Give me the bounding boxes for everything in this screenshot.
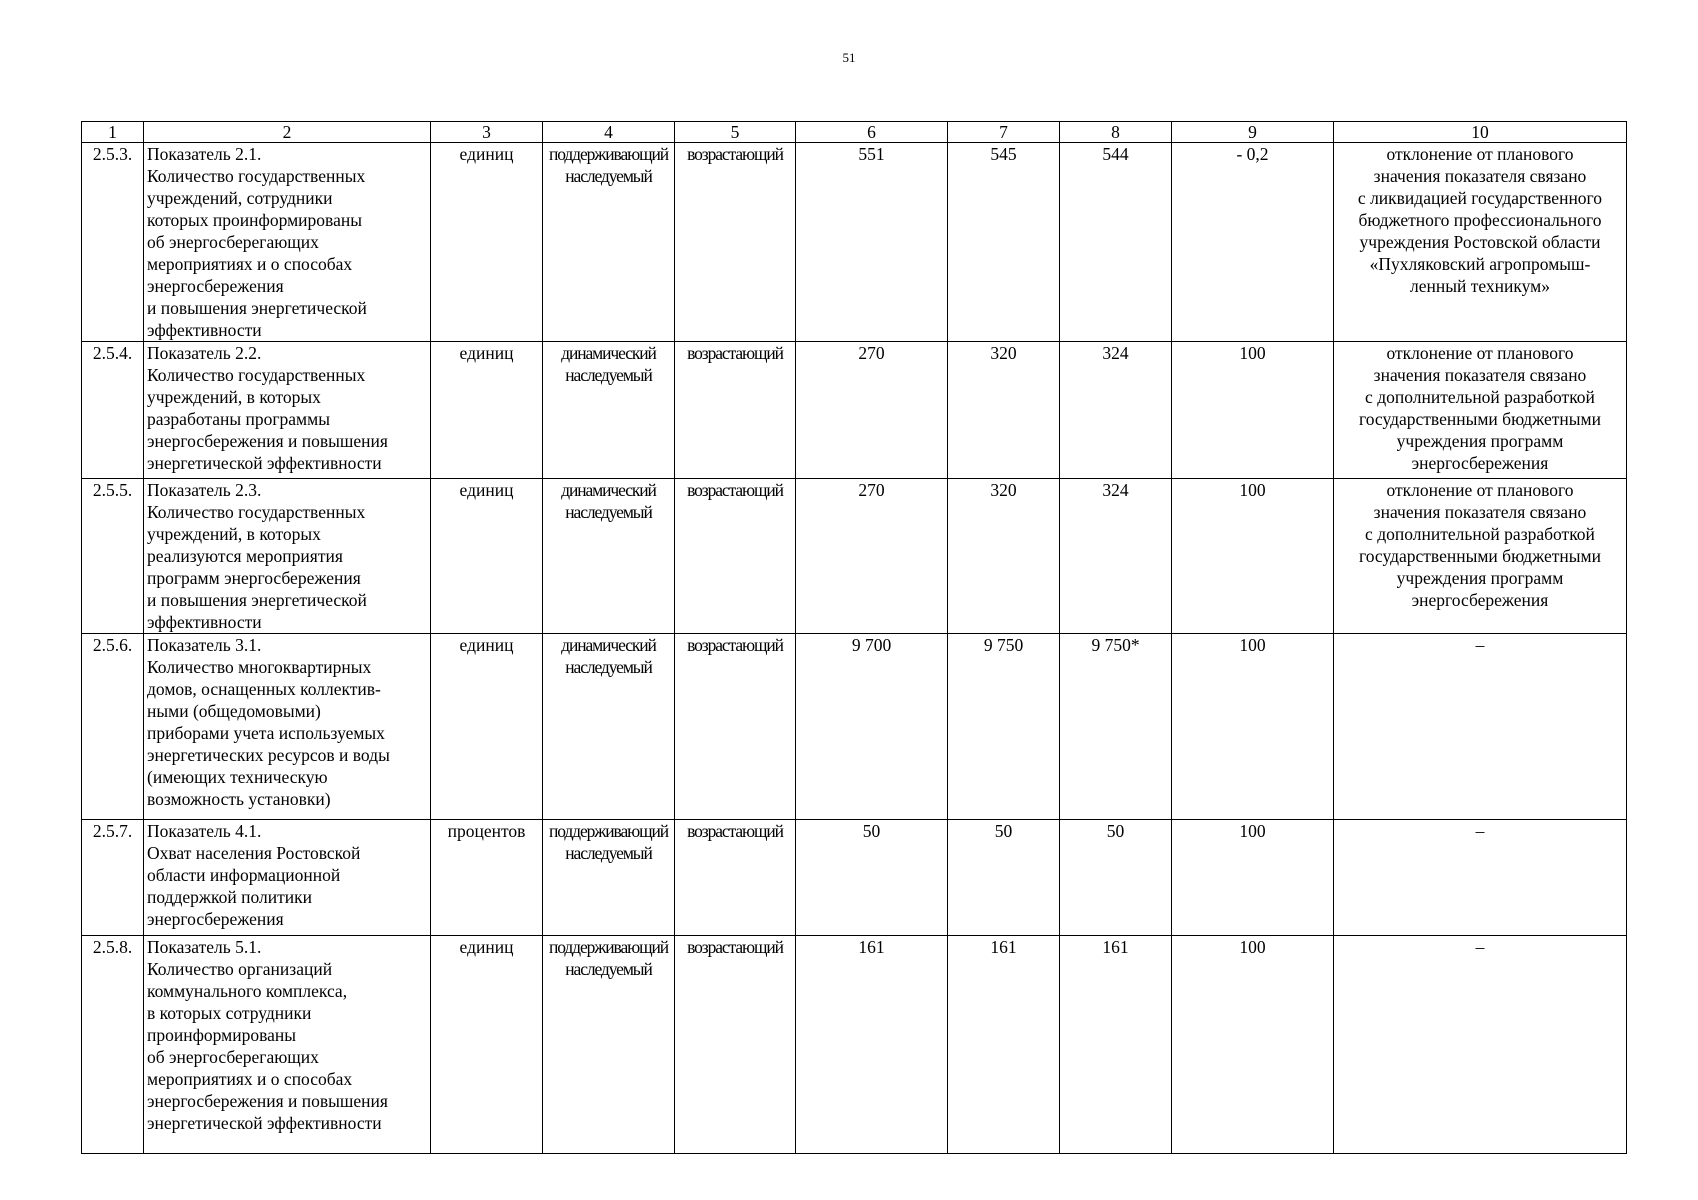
indicator-type-line: динамический [561,480,656,500]
value-col8-cell: 324 [1060,479,1172,634]
note-line: учреждения программ [1396,568,1564,588]
indicator-name-line: Показатель 2.3. [147,480,262,500]
table-row [82,143,1627,342]
indicator-name-cell [144,143,431,342]
direction-cell: возрастающий [675,820,796,936]
row-number-cell: 2.5.5. [82,479,144,634]
column-header: 3 [431,122,543,143]
indicator-name-cell [144,936,431,1154]
note-line: с ликвидацией государственного [1357,188,1603,208]
indicator-name-line: (имеющих техническую [147,767,328,787]
value-col7-cell: 545 [948,143,1060,342]
indicator-type-line: наследуемый [565,657,652,677]
indicators-table [81,121,1627,1154]
column-header: 4 [543,122,675,143]
value-col6-cell: 161 [796,936,948,1154]
indicator-type-line: динамический [561,635,656,655]
column-header: 5 [675,122,796,143]
table-row [82,634,1627,820]
indicator-type-line: поддерживающий [548,937,669,957]
row-number-cell: 2.5.8. [82,936,144,1154]
note-line: отклонение от планового [1386,480,1574,500]
unit-cell: единиц [431,936,543,1154]
note-cell [1334,342,1627,479]
note-line: ленный техникум» [1410,276,1550,296]
indicator-name-line: энергосбережения и повышения [147,1091,388,1111]
indicator-type-cell [543,342,675,479]
indicator-name-line: реализуются мероприятия [147,546,343,566]
value-col9-cell: 100 [1172,820,1334,936]
unit-cell: процентов [431,820,543,936]
indicator-name-line: и повышения энергетической [147,298,367,318]
indicator-name-cell [144,479,431,634]
indicator-name-cell [144,634,431,820]
value-col6-cell: 270 [796,479,948,634]
value-col6-cell: 551 [796,143,948,342]
value-col9-cell: 100 [1172,936,1334,1154]
indicator-name-line: программ энергосбережения [147,568,361,588]
indicator-name-line: Охват населения Ростовской [147,843,361,863]
note-cell [1334,634,1627,820]
indicator-name-line: Показатель 5.1. [147,937,262,957]
indicator-name-line: проинформированы [147,1025,297,1045]
indicator-name-line: области информационной [147,865,341,885]
indicator-name-line: мероприятиях и о способах [147,254,353,274]
table-row [82,936,1627,1154]
indicator-name-line: поддержкой политики [147,887,312,907]
indicator-type-line: наследуемый [565,502,652,522]
value-col9-cell: - 0,2 [1172,143,1334,342]
column-header: 1 [82,122,144,143]
indicator-type-line: наследуемый [565,365,652,385]
indicator-name-line: мероприятиях и о способах [147,1069,353,1089]
indicator-type-line: поддерживающий [548,144,669,164]
column-header: 6 [796,122,948,143]
value-col7-cell: 320 [948,342,1060,479]
note-line: государственными бюджетными [1358,409,1601,429]
indicator-name-line: Показатель 2.2. [147,343,262,363]
indicator-name-line: эффективности [147,612,262,632]
indicator-name-line: эффективности [147,320,262,340]
indicator-name-cell [144,820,431,936]
row-number-cell: 2.5.7. [82,820,144,936]
indicator-name-line: домов, оснащенных коллектив- [147,679,381,699]
value-col9-cell: 100 [1172,479,1334,634]
note-line: учреждения Ростовской области [1359,232,1601,252]
value-col9-cell: 100 [1172,342,1334,479]
unit-cell: единиц [431,479,543,634]
page-number: 51 [842,50,856,65]
indicator-name-line: Количество государственных [147,502,366,522]
note-line: энергосбережения [1411,590,1549,610]
unit-cell: единиц [431,143,543,342]
table-body [82,143,1627,1154]
value-col8-cell: 9 750* [1060,634,1172,820]
indicator-name-line: учреждений, сотрудники [147,188,333,208]
value-col7-cell: 320 [948,479,1060,634]
value-col7-cell: 50 [948,820,1060,936]
indicator-type-line: наследуемый [565,843,652,863]
indicator-name-line: об энергосберегающих [147,232,319,252]
indicator-name-line: Количество государственных [147,166,366,186]
row-number-cell: 2.5.3. [82,143,144,342]
note-line: – [1475,821,1485,841]
value-col8-cell: 544 [1060,143,1172,342]
indicator-type-cell [543,820,675,936]
note-cell [1334,143,1627,342]
indicator-name-line: энергосбережения [147,276,284,296]
note-line: – [1475,937,1485,957]
column-header: 10 [1334,122,1627,143]
indicator-type-line: наследуемый [565,959,652,979]
note-line: с дополнительной разработкой [1365,524,1595,544]
value-col8-cell: 161 [1060,936,1172,1154]
note-line: энергосбережения [1411,453,1549,473]
note-line: значения показателя связано [1373,166,1587,186]
indicator-name-line: учреждений, в которых [147,387,321,407]
value-col9-cell: 100 [1172,634,1334,820]
table-row [82,479,1627,634]
indicator-name-line: в которых сотрудники [147,1003,312,1023]
column-header: 8 [1060,122,1172,143]
indicator-name-cell [144,342,431,479]
note-line: государственными бюджетными [1358,546,1601,566]
table-row [82,820,1627,936]
indicator-name-line: энергосбережения и повышения [147,431,388,451]
indicator-name-line: энергетической эффективности [147,453,382,473]
column-header: 2 [144,122,431,143]
note-line: бюджетного профессионального [1358,210,1602,230]
direction-cell: возрастающий [675,936,796,1154]
indicator-name-line: Показатель 3.1. [147,635,262,655]
value-col8-cell: 324 [1060,342,1172,479]
note-cell [1334,479,1627,634]
indicator-name-line: Количество государственных [147,365,366,385]
indicator-name-line: Количество многоквартирных [147,657,372,677]
indicator-name-line: коммунального комплекса, [147,981,348,1001]
table-row [82,342,1627,479]
indicator-name-line: Показатель 2.1. [147,144,262,164]
indicator-name-line: разработаны программы [147,409,330,429]
indicator-name-line: об энергосберегающих [147,1047,319,1067]
value-col7-cell: 9 750 [948,634,1060,820]
indicator-type-line: поддерживающий [548,821,669,841]
value-col6-cell: 270 [796,342,948,479]
direction-cell: возрастающий [675,143,796,342]
indicator-name-line: Количество организаций [147,959,333,979]
value-col7-cell: 161 [948,936,1060,1154]
direction-cell: возрастающий [675,634,796,820]
column-header: 7 [948,122,1060,143]
note-cell [1334,820,1627,936]
value-col6-cell: 50 [796,820,948,936]
note-line: «Пухляковский агропромыш- [1369,254,1591,274]
direction-cell: возрастающий [675,479,796,634]
note-cell [1334,936,1627,1154]
indicator-name-line: энергосбережения [147,909,284,929]
indicator-name-line: возможность установки) [147,789,331,809]
indicator-name-line: и повышения энергетической [147,590,367,610]
row-number-cell: 2.5.6. [82,634,144,820]
indicator-name-line: энергетической эффективности [147,1113,382,1133]
indicator-type-cell [543,143,675,342]
note-line: значения показателя связано [1373,365,1587,385]
row-number-cell: 2.5.4. [82,342,144,479]
note-line: отклонение от планового [1386,343,1574,363]
value-col8-cell: 50 [1060,820,1172,936]
indicator-type-line: наследуемый [565,166,652,186]
column-number-row [82,122,1627,143]
indicator-type-cell [543,479,675,634]
indicator-name-line: ными (общедомовыми) [147,701,321,721]
indicator-type-cell [543,936,675,1154]
unit-cell: единиц [431,342,543,479]
note-line: – [1475,635,1485,655]
column-header: 9 [1172,122,1334,143]
indicator-name-line: энергетических ресурсов и воды [147,745,390,765]
note-line: с дополнительной разработкой [1365,387,1595,407]
unit-cell: единиц [431,634,543,820]
indicator-name-line: приборами учета используемых [147,723,385,743]
note-line: значения показателя связано [1373,502,1587,522]
direction-cell: возрастающий [675,342,796,479]
indicator-type-line: динамический [561,343,656,363]
indicator-name-line: которых проинформированы [147,210,362,230]
indicator-name-line: учреждений, в которых [147,524,321,544]
value-col6-cell: 9 700 [796,634,948,820]
indicator-type-cell [543,634,675,820]
indicator-name-line: Показатель 4.1. [147,821,262,841]
note-line: учреждения программ [1396,431,1564,451]
note-line: отклонение от планового [1386,144,1574,164]
